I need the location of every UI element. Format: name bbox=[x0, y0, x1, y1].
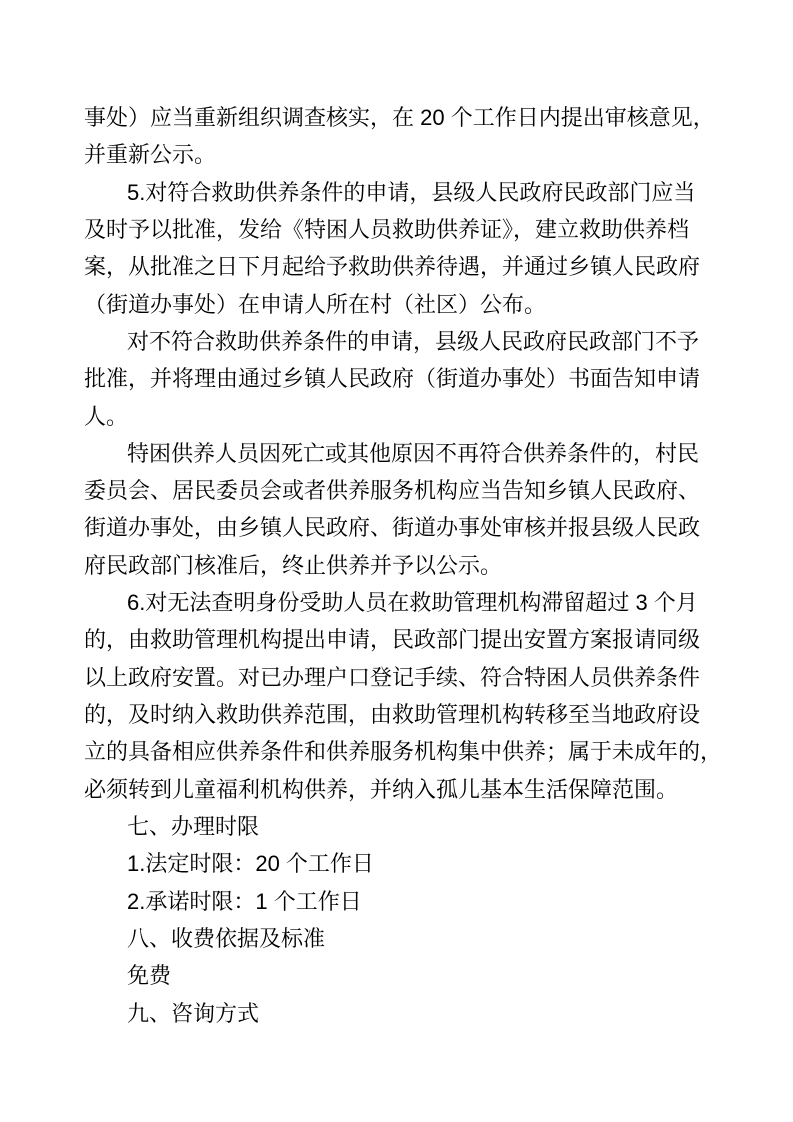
paragraph-termination bbox=[84, 435, 708, 584]
text-line: 对不符合救助供养条件的申请，县级人民政府民政部门不予 bbox=[127, 328, 700, 354]
text-line: 事处）应当重新组织调查核实，在 20 个工作日内提出审核意见， bbox=[84, 105, 715, 130]
text-line: 立的具备相应供养条件和供养服务机构集中供养；属于未成年的， bbox=[84, 739, 723, 765]
text-line: 府民政部门核准后，终止供养并予以公示。 bbox=[84, 552, 503, 578]
paragraph-promised-time-limit bbox=[84, 883, 708, 920]
text-line: 以上政府安置。对已办理户口登记手续、符合特困人员供养条件 bbox=[84, 664, 701, 690]
text-line: （街道办事处）在申请人所在村（社区）公布。 bbox=[84, 291, 547, 317]
heading-section-seven bbox=[84, 808, 708, 845]
document-content bbox=[84, 99, 723, 1032]
text-line: 案，从批准之日下月起给予救助供养待遇，并通过乡镇人民政府 bbox=[84, 254, 701, 280]
text-line: 的，由救助管理机构提出申请，民政部门提出安置方案报请同级 bbox=[84, 627, 701, 653]
text-line: 特困供养人员因死亡或其他原因不再符合供养条件的，村民 bbox=[127, 440, 700, 466]
text-line: 5.对符合救助供养条件的申请，县级人民政府民政部门应当 bbox=[127, 179, 696, 205]
text-line: 批准，并将理由通过乡镇人民政府（街道办事处）书面告知申请 bbox=[84, 366, 701, 392]
text-line: 委员会、居民委员会或者供养服务机构应当告知乡镇人民政府、 bbox=[84, 478, 701, 504]
heading-line: 九、咨询方式 bbox=[127, 1000, 260, 1026]
text-line: 免费 bbox=[127, 963, 172, 989]
text-line: 及时予以批准，发给《特困人员救助供养证》，建立救助供养档 bbox=[84, 216, 690, 242]
heading-line: 八、收费依据及标准 bbox=[127, 925, 326, 951]
paragraph-statutory-time-limit bbox=[84, 845, 708, 882]
text-line: 1.法定时限：20 个工作日 bbox=[127, 851, 374, 877]
heading-section-nine bbox=[84, 995, 708, 1032]
paragraph-item-5-approval bbox=[84, 174, 708, 323]
heading-line: 七、办理时限 bbox=[127, 813, 260, 839]
paragraph-item-6-unidentified-persons bbox=[84, 584, 723, 808]
paragraph-fee-free bbox=[84, 957, 708, 994]
text-line: 并重新公示。 bbox=[84, 142, 217, 168]
text-line: 6.对无法查明身份受助人员在救助管理机构滞留超过 3 个月 bbox=[127, 590, 698, 616]
text-line: 必须转到儿童福利机构供养，并纳入孤儿基本生活保障范围。 bbox=[84, 776, 679, 802]
text-line: 2.承诺时限：1 个工作日 bbox=[127, 888, 362, 914]
text-line: 人。 bbox=[84, 403, 129, 429]
text-line: 的，及时纳入救助供养范围，由救助管理机构转移至当地政府设 bbox=[84, 702, 701, 727]
paragraph-disapproval bbox=[84, 323, 708, 435]
paragraph-review-continued bbox=[84, 99, 715, 174]
text-line: 街道办事处，由乡镇人民政府、街道办事处审核并报县级人民政 bbox=[84, 515, 701, 541]
heading-section-eight bbox=[84, 920, 708, 957]
